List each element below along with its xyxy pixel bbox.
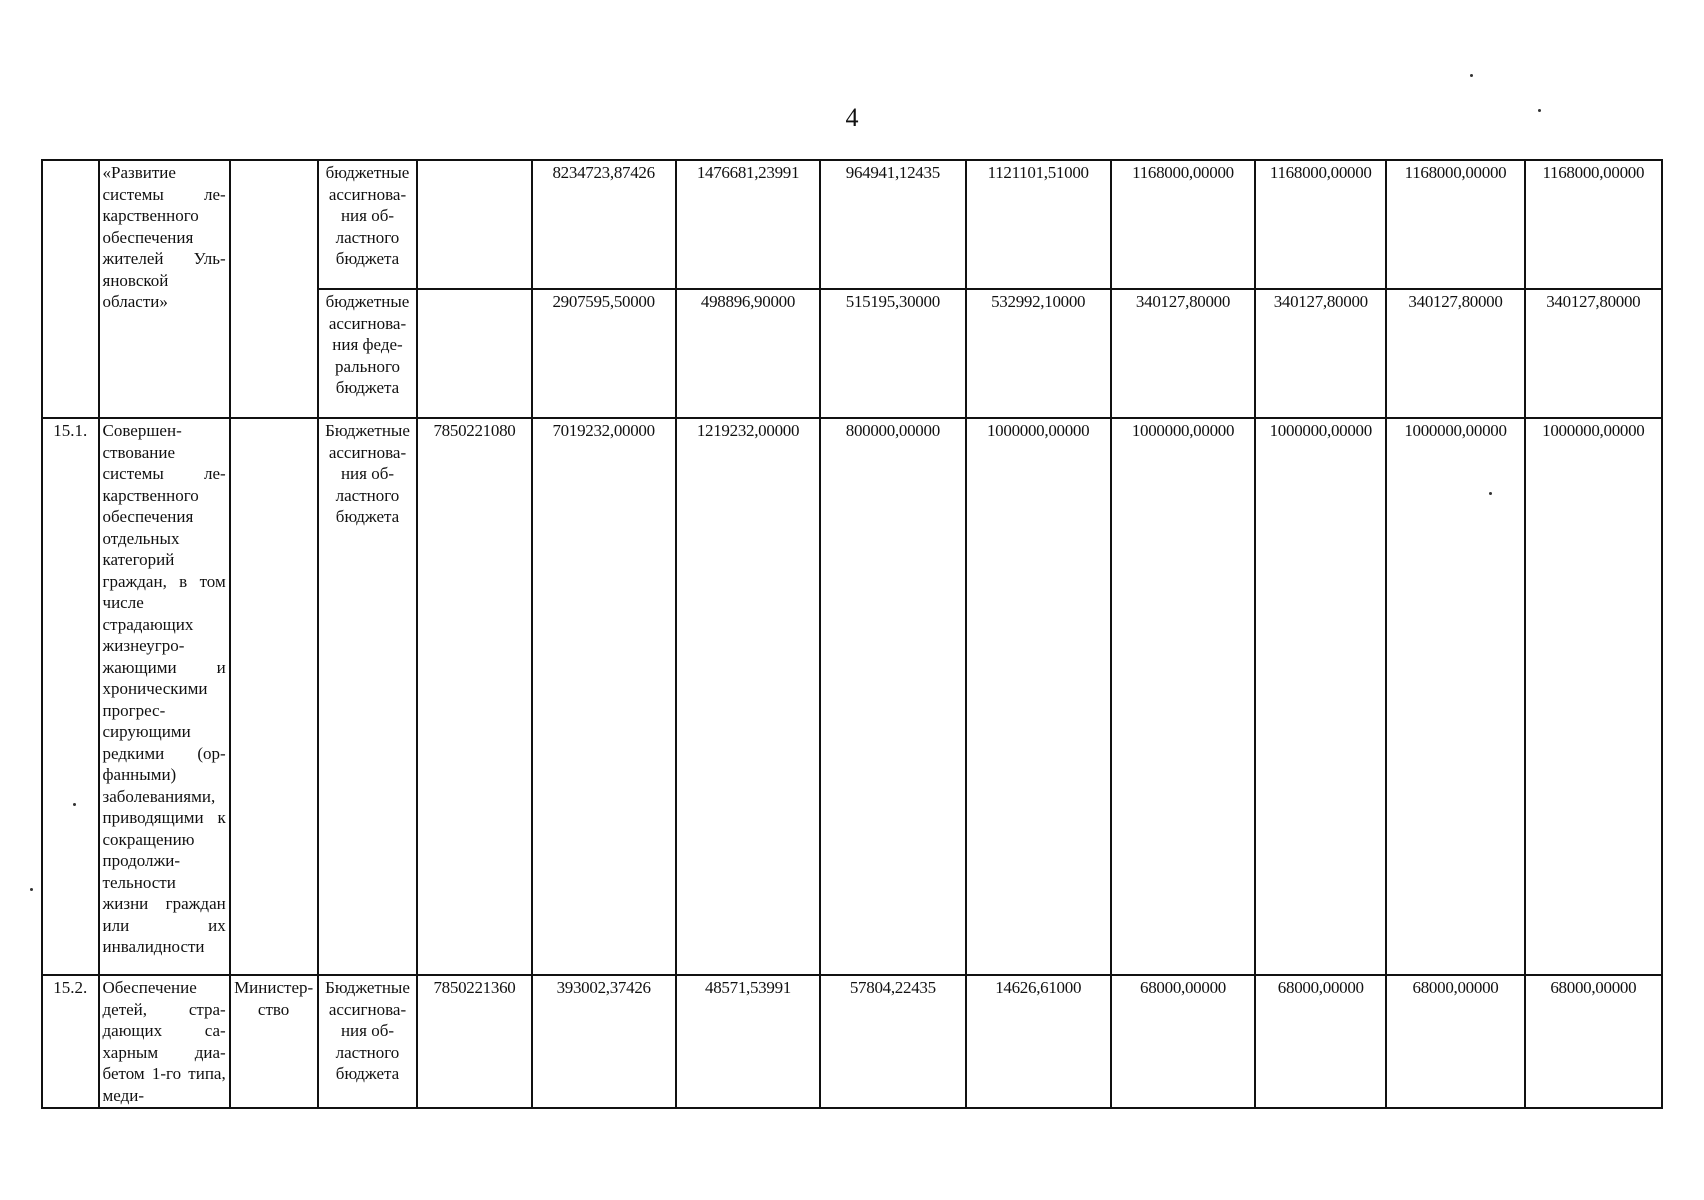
budget-table (41, 159, 1663, 1109)
year-amount: 1219232,00000 (676, 418, 820, 975)
executor: Министерство (230, 975, 318, 1108)
item-name: Обеспечение детей, страдающих сахарным диабетом 1-го типа, меди- (99, 975, 230, 1108)
scan-speck (1470, 74, 1473, 77)
year-amount: 340127,80000 (1255, 289, 1386, 418)
year-amount: 515195,30000 (820, 289, 965, 418)
year-amount: 1000000,00000 (1111, 418, 1255, 975)
year-amount: 800000,00000 (820, 418, 965, 975)
year-amount: 964941,12435 (820, 160, 965, 289)
page-number: 4 (845, 103, 859, 132)
year-amount: 1168000,00000 (1525, 160, 1662, 289)
funding-source: бюджетные ассигнования областного бюджета (318, 160, 418, 289)
executor (230, 160, 318, 418)
total-amount: 2907595,50000 (532, 289, 676, 418)
year-amount: 340127,80000 (1386, 289, 1524, 418)
row-number: 15.1. (42, 418, 99, 975)
year-amount: 68000,00000 (1525, 975, 1662, 1108)
table-row (42, 418, 1662, 975)
year-amount: 1168000,00000 (1386, 160, 1524, 289)
year-amount: 1000000,00000 (1525, 418, 1662, 975)
scan-speck (73, 803, 76, 806)
total-amount: 393002,37426 (532, 975, 676, 1108)
executor (230, 418, 318, 975)
year-amount: 1476681,23991 (676, 160, 820, 289)
year-amount: 68000,00000 (1111, 975, 1255, 1108)
scan-speck (1489, 492, 1492, 495)
year-amount: 1000000,00000 (966, 418, 1111, 975)
year-amount: 340127,80000 (1525, 289, 1662, 418)
budget-code (417, 160, 531, 289)
budget-code: 7850221080 (417, 418, 531, 975)
year-amount: 498896,90000 (676, 289, 820, 418)
year-amount: 532992,10000 (966, 289, 1111, 418)
table-row (42, 160, 1662, 289)
year-amount: 1168000,00000 (1255, 160, 1386, 289)
table-row (42, 975, 1662, 1108)
year-amount: 14626,61000 (966, 975, 1111, 1108)
budget-code: 7850221360 (417, 975, 531, 1108)
funding-source: Бюджетные ассигнования областного бюджета (318, 418, 418, 975)
scan-speck (30, 888, 33, 891)
year-amount: 57804,22435 (820, 975, 965, 1108)
row-number (42, 160, 99, 418)
item-name: Совершенствование системы лекарственного обеспечения отдельных категорий граждан, в том числе страдающих жизнеугрожающими и хроническими прогрессирующими редкими (орфанными) заболеваниями, приводящими к сокращению продолжительности жизни граждан или их инвалидности (99, 418, 230, 975)
funding-source: бюджетные ассигнования федерального бюджета (318, 289, 418, 418)
year-amount: 340127,80000 (1111, 289, 1255, 418)
row-number: 15.2. (42, 975, 99, 1108)
total-amount: 8234723,87426 (532, 160, 676, 289)
year-amount: 1000000,00000 (1386, 418, 1524, 975)
year-amount: 48571,53991 (676, 975, 820, 1108)
scan-speck (1538, 109, 1541, 112)
total-amount: 7019232,00000 (532, 418, 676, 975)
year-amount: 1168000,00000 (1111, 160, 1255, 289)
year-amount: 1000000,00000 (1255, 418, 1386, 975)
funding-source: Бюджетные ассигнования областного бюджета (318, 975, 418, 1108)
year-amount: 68000,00000 (1255, 975, 1386, 1108)
item-name: «Развитие системы лекарственного обеспечения жителей Ульяновской области» (99, 160, 230, 418)
year-amount: 1121101,51000 (966, 160, 1111, 289)
year-amount: 68000,00000 (1386, 975, 1524, 1108)
budget-code (417, 289, 531, 418)
